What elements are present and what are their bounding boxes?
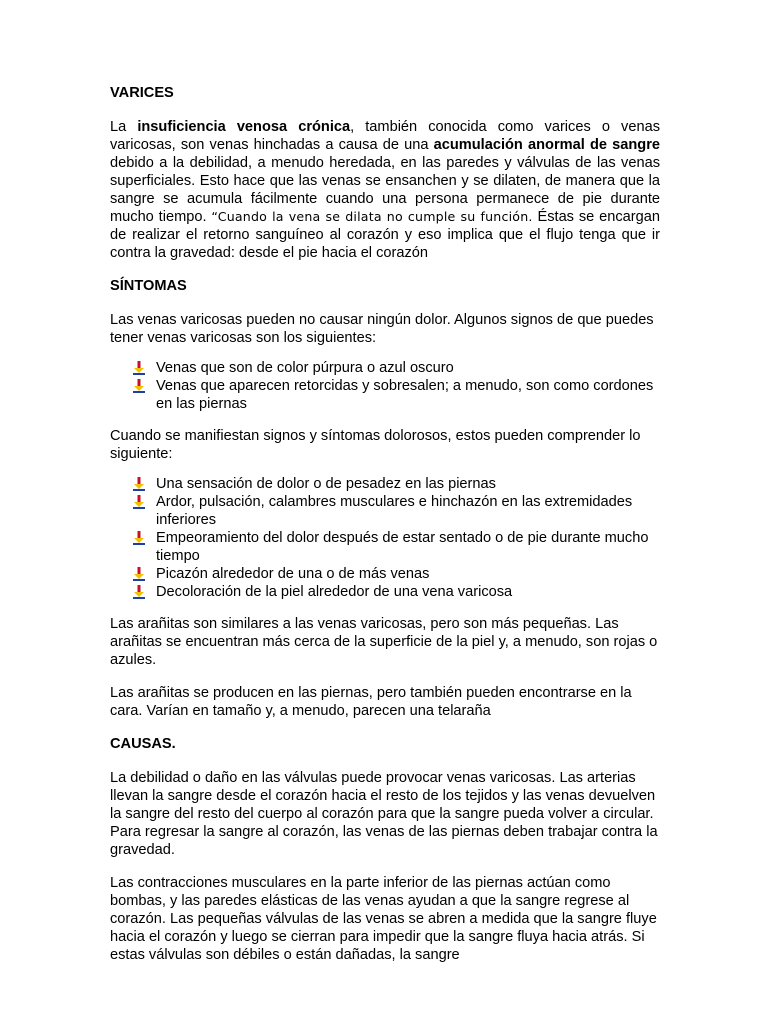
- causas-heading: CAUSAS.: [110, 736, 176, 752]
- list-item-text: Venas que aparecen retorcidas y sobresalen; a menudo, son como cordones en las piernas: [156, 378, 654, 412]
- sintomas-paragraph-3: Las arañitas son similares a las venas varicosas, pero son más pequeñas. Las arañitas se encuentran más cerca de la superficie de la piel y, a menudo, son rojas o azules.: [110, 616, 658, 668]
- sintomas-paragraph-2: Cuando se manifiestan signos y síntomas dolorosos, estos pueden comprender lo siguiente:: [110, 428, 641, 462]
- list-item: [156, 475, 660, 493]
- sintomas-paragraph-1: Las venas varicosas pueden no causar ningún dolor. Algunos signos de que puedes tener venas varicosas son los siguientes:: [110, 312, 654, 346]
- intro-bold-term-2: acumulación anormal de sangre: [433, 137, 660, 153]
- sintomas-paragraph-4: Las arañitas se producen en las piernas, pero también pueden encontrarse en la cara. Varían en tamaño y, a menudo, parecen una telaraña: [110, 685, 632, 719]
- sintomas-list-2: [110, 475, 660, 601]
- arrow-bullet-icon: [132, 567, 146, 581]
- arrow-bullet-icon: [132, 495, 146, 509]
- list-item-text: Empeoramiento del dolor después de estar sentado o de pie durante mucho tiempo: [156, 530, 649, 564]
- arrow-bullet-icon: [132, 361, 146, 375]
- arrow-bullet-icon: [132, 585, 146, 599]
- arrow-bullet-icon: [132, 379, 146, 393]
- sintomas-heading: SÍNTOMAS: [110, 278, 187, 294]
- list-item-text: Picazón alrededor de una o de más venas: [156, 566, 430, 582]
- list-item-text: Venas que son de color púrpura o azul oscuro: [156, 360, 454, 376]
- list-item-text: Una sensación de dolor o de pesadez en las piernas: [156, 476, 496, 492]
- list-item: [156, 529, 660, 565]
- list-item: [156, 583, 660, 601]
- list-item: [156, 493, 660, 529]
- doc-title: VARICES: [110, 85, 174, 101]
- arrow-bullet-icon: [132, 531, 146, 545]
- list-item: [156, 359, 660, 377]
- list-item: [156, 377, 660, 413]
- list-item-text: Ardor, pulsación, calambres musculares e hinchazón en las extremidades inferiores: [156, 494, 633, 528]
- intro-text-3: debido a la debilidad, a menudo heredada, en las paredes y válvulas de las venas superficiales. Esto hace que las venas se ensanchen y se dilaten, de manera que la sangre se acumula fácilmente cuando una persona permanece de pie durante mucho tiempo.: [110, 155, 660, 225]
- causas-paragraph-2: Las contracciones musculares en la parte inferior de las piernas actúan como bombas, y las paredes elásticas de las venas ayudan a que la sangre regrese al corazón. Las pequeñas válvulas de las venas se abren a medida que la sangre fluye hacia el corazón y luego se cierran para impedir que la sangre fluya hacia atrás. Si estas válvulas son débiles o están dañadas, la sangre: [110, 875, 657, 963]
- arrow-bullet-icon: [132, 477, 146, 491]
- intro-text-2: , también conocida como varices o venas varicosas, son venas hinchadas a causa de una: [110, 119, 660, 153]
- causas-paragraph-1: La debilidad o daño en las válvulas puede provocar venas varicosas. Las arterias llevan la sangre desde el corazón hacia el resto de los tejidos y las venas devuelven la sangre del resto del cuerpo al corazón para que la sangre pueda volver a circular. Para regresar la sangre al corazón, las venas de las piernas deben trabajar contra la gravedad.: [110, 770, 658, 858]
- intro-text-4: Éstas se encargan de realizar el retorno sanguíneo al corazón y eso implica que el flujo tenga que ir contra la gravedad: desde el pie hacia el corazón: [110, 209, 660, 261]
- intro-bold-term-1: insuficiencia venosa crónica: [137, 119, 351, 135]
- intro-quote: “Cuando la vena se dilata no cumple su función.: [211, 209, 533, 224]
- document-body: [110, 84, 660, 979]
- intro-text-1: La: [110, 119, 138, 135]
- intro-paragraph: [110, 118, 660, 262]
- list-item: [156, 565, 660, 583]
- sintomas-list-1: [110, 359, 660, 413]
- list-item-text: Decoloración de la piel alrededor de una vena varicosa: [156, 584, 513, 600]
